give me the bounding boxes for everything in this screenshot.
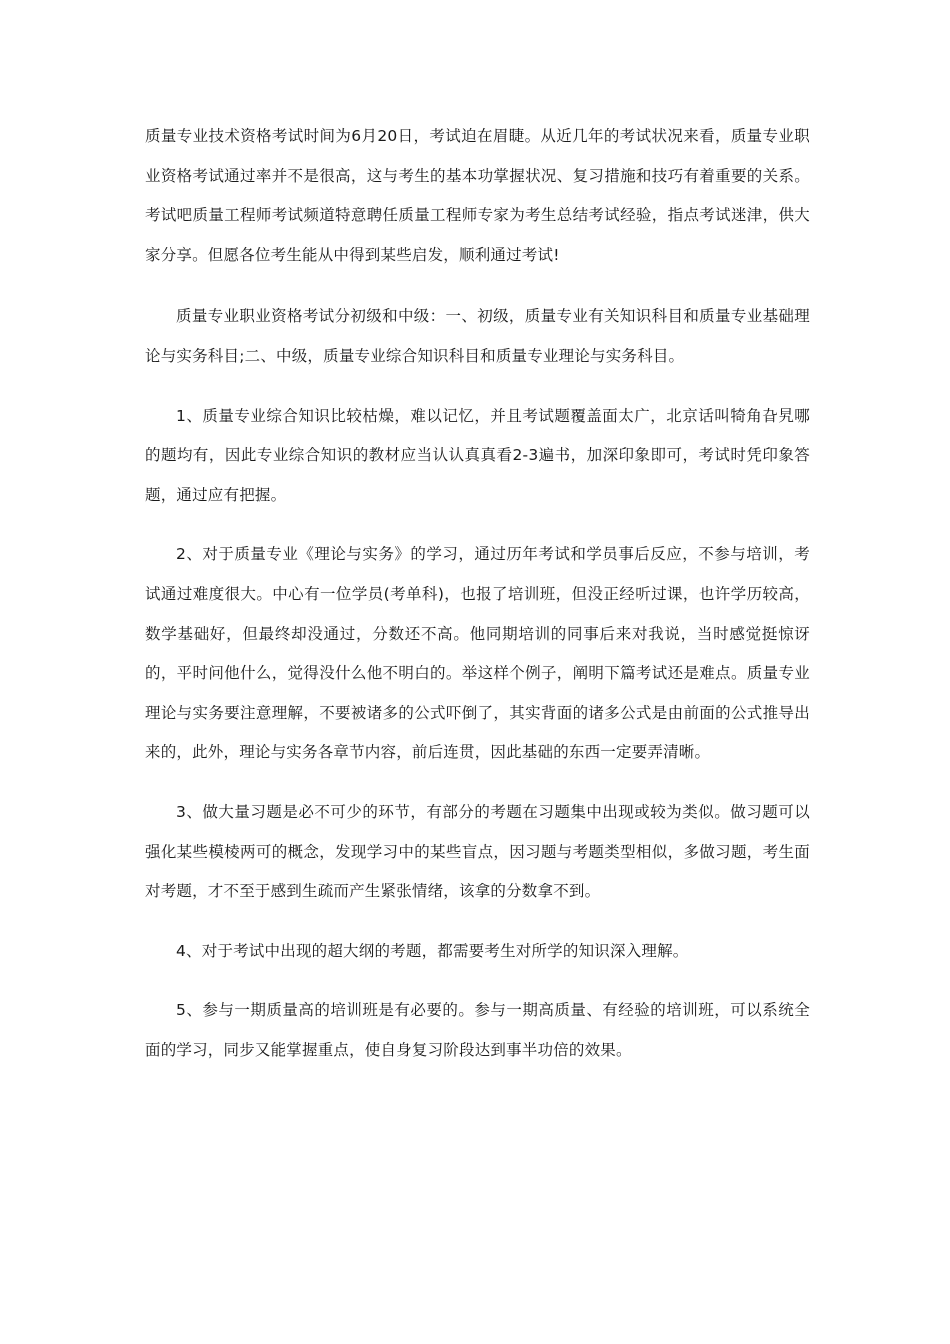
document-body bbox=[145, 117, 810, 1070]
tip-3-paragraph: 3、做大量习题是必不可少的环节，有部分的考题在习题集中出现或较为类似。做习题可以强化某些模棱两可的概念，发现学习中的某些盲点，因习题与考题类型相似，多做习题，考生面对考题，才不至于感到生疏而产生紧张情绪，该拿的分数拿不到。 bbox=[145, 802, 810, 901]
tip-4-paragraph: 4、对于考试中出现的超大纲的考题，都需要考生对所学的知识深入理解。 bbox=[176, 941, 689, 960]
exam-levels-paragraph: 质量专业职业资格考试分初级和中级：一、初级，质量专业有关知识科目和质量专业基础理论与实务科目;二、中级，质量专业综合知识科目和质量专业理论与实务科目。 bbox=[145, 307, 810, 365]
tip-1-paragraph: 1、质量专业综合知识比较枯燥，难以记忆，并且考试题覆盖面太广，北京话叫犄角旮旯哪的题均有，因此专业综合知识的教材应当认认真真看2-3遍书，加深印象即可，考试时凭印象答题，通过应有把握。 bbox=[145, 406, 810, 504]
intro-paragraph: 质量专业技术资格考试时间为6月20日，考试迫在眉睫。从近几年的考试状况来看，质量专业职业资格考试通过率并不是很高，这与考生的基本功掌握状况、复习措施和技巧有着重要的关系。考试吧质量工程师考试频道特意聘任质量工程师专家为考生总结考试经验，指点考试迷津，供大家分享。但愿各位考生能从中得到某些启发，顺利通过考试! bbox=[145, 127, 810, 264]
tip-2-paragraph: 2、对于质量专业《理论与实务》的学习，通过历年考试和学员事后反应，不参与培训，考试通过难度很大。中心有一位学员(考单科)，也报了培训班，但没正经听过课，也许学历较高，数学基础好，但最终却没通过，分数还不高。他同期培训的同事后来对我说，当时感觉挺惊讶的，平时问他什么，觉得没什么他不明白的。举这样个例子，阐明下篇考试还是难点。质量专业理论与实务要注意理解，不要被诸多的公式吓倒了，其实背面的诸多公式是由前面的公式推导出来的，此外，理论与实务各章节内容，前后连贯，因此基础的东西一定要弄清晰。 bbox=[145, 545, 810, 762]
tip-5-paragraph: 5、参与一期质量高的培训班是有必要的。参与一期高质量、有经验的培训班，可以系统全面的学习，同步又能掌握重点，使自身复习阶段达到事半功倍的效果。 bbox=[145, 1001, 810, 1059]
